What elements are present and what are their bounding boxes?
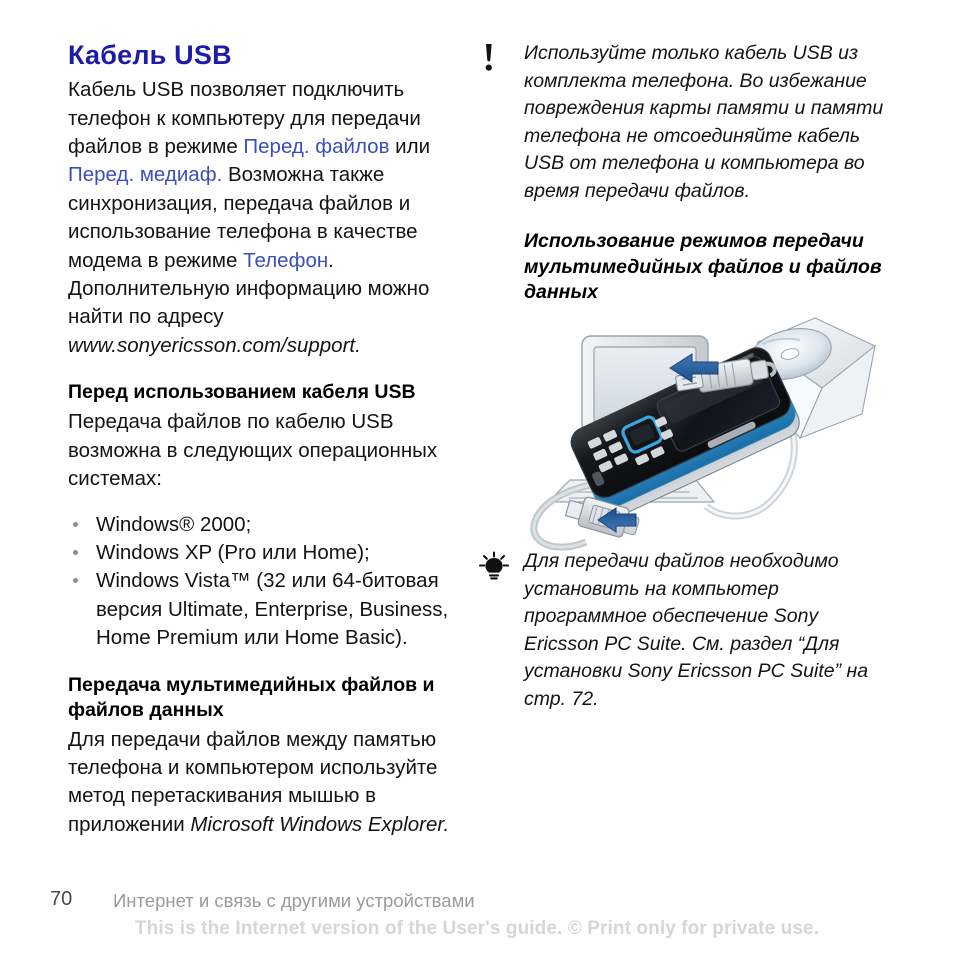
- windows-explorer-name: Microsoft Windows Explorer.: [190, 812, 450, 836]
- section-heading-transfer-modes: Использование режимов передачи мультимедийных файлов и файлов данных: [524, 230, 882, 303]
- mode-link-media-transfer[interactable]: Перед. медиаф.: [68, 163, 223, 187]
- tip-note: [478, 548, 888, 713]
- warning-note: [478, 40, 888, 205]
- intro-paragraph: [68, 76, 460, 360]
- usb-connection-illustration: [470, 306, 890, 552]
- page-number: 70: [50, 888, 73, 910]
- list-item: [68, 567, 460, 652]
- page-title: Кабель USB: [68, 40, 232, 70]
- bullet-icon: [73, 550, 78, 555]
- lightbulb-icon: [478, 550, 516, 584]
- page-footer: [0, 888, 954, 954]
- left-column: [68, 40, 460, 839]
- list-item: [68, 539, 460, 567]
- exclamation-icon: [478, 42, 516, 76]
- tip-note-wrapper: [478, 548, 888, 713]
- list-item-label: Windows XP (Pro или Home);: [96, 540, 370, 564]
- bullet-icon: [73, 522, 78, 527]
- warning-note-text: Используйте только кабель USB из комплекта телефона. Во избежание повреждения карты памяти и памяти телефона не отсоединяйте кабель USB от телефона и компьютера во время передачи файлов.: [524, 42, 884, 202]
- list-item-label: Windows® 2000;: [96, 512, 252, 536]
- intro-text-part-2: или: [389, 135, 431, 159]
- section-body-before-use: Передача файлов по кабелю USB возможна в следующих операционных системах:: [68, 410, 438, 491]
- mode-link-phone[interactable]: Телефон: [243, 248, 329, 272]
- bullet-icon: [73, 578, 78, 583]
- tip-note-text: Для передачи файлов необходимо установить на компьютер программное обеспечение Sony Ericsson PC Suite. См. раздел “Для установки Sony Ericsson PC Suite” на стр. 72.: [524, 550, 869, 710]
- chapter-title: Интернет и связь с другими устройствами: [113, 890, 475, 911]
- intro-text-part-3: Возможна также синхронизация, передача файлов и использование телефона в качестве модема в режиме: [68, 163, 418, 272]
- list-item: [68, 511, 460, 539]
- section-body-media-transfer: [68, 726, 460, 840]
- right-column: [478, 40, 888, 306]
- supported-os-list: [68, 511, 460, 653]
- intro-text-part-1: Кабель USB позволяет подключить телефон к компьютеру для передачи файлов в режиме: [68, 78, 421, 159]
- support-url[interactable]: www.sonyericsson.com/support.: [68, 333, 361, 357]
- media-transfer-text: Для передачи файлов между памятью телефона и компьютером используйте метод перетаскивания мышью в приложении: [68, 727, 438, 836]
- intro-text-part-4: . Дополнительную информацию можно найти по адресу: [68, 248, 430, 329]
- section-heading-before-use: Перед использованием кабеля USB: [68, 381, 416, 404]
- list-item-label: Windows Vista™ (32 или 64-битовая версия Ultimate, Enterprise, Business, Home Premium или Home Basic).: [96, 569, 449, 650]
- internet-version-watermark: This is the Internet version of the User's guide. © Print only for private use.: [134, 918, 820, 939]
- section-heading-media-transfer: Передача мультимедийных файлов и файлов данных: [68, 673, 435, 721]
- mode-link-file-transfer[interactable]: Перед. файлов: [243, 135, 390, 159]
